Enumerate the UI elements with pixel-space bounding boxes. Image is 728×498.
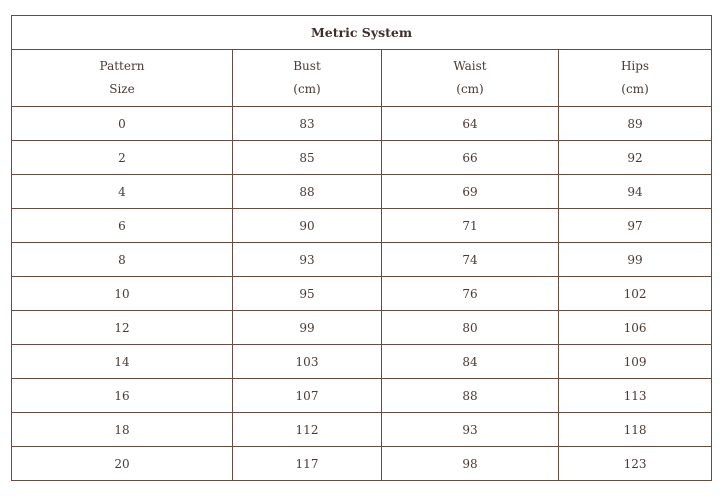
hips-cell: 106 (559, 311, 712, 345)
header-pattern-size-line1: Pattern (99, 59, 145, 73)
table-row (12, 311, 712, 345)
hips-cell: 118 (559, 413, 712, 447)
header-pattern-size (12, 50, 233, 107)
bust-cell: 85 (233, 141, 382, 175)
bust-cell: 88 (233, 175, 382, 209)
waist-cell: 80 (382, 311, 559, 345)
waist-cell: 71 (382, 209, 559, 243)
waist-cell: 64 (382, 107, 559, 141)
pattern-size-cell: 8 (12, 243, 233, 277)
hips-cell: 89 (559, 107, 712, 141)
bust-cell: 93 (233, 243, 382, 277)
hips-cell: 94 (559, 175, 712, 209)
waist-cell: 93 (382, 413, 559, 447)
waist-cell: 66 (382, 141, 559, 175)
table-row (12, 379, 712, 413)
pattern-size-cell: 4 (12, 175, 233, 209)
table-row (12, 413, 712, 447)
hips-cell: 92 (559, 141, 712, 175)
bust-cell: 103 (233, 345, 382, 379)
waist-cell: 98 (382, 447, 559, 481)
pattern-size-cell: 2 (12, 141, 233, 175)
bust-cell: 107 (233, 379, 382, 413)
hips-cell: 97 (559, 209, 712, 243)
header-bust (233, 50, 382, 107)
table-row (12, 175, 712, 209)
pattern-size-cell: 12 (12, 311, 233, 345)
table-row (12, 141, 712, 175)
hips-cell: 99 (559, 243, 712, 277)
table-row (12, 277, 712, 311)
waist-cell: 76 (382, 277, 559, 311)
header-pattern-size-line2: Size (109, 82, 135, 96)
table-row (12, 107, 712, 141)
waist-cell: 74 (382, 243, 559, 277)
table-header-row (12, 50, 712, 107)
header-hips-line1: Hips (620, 59, 650, 73)
bust-cell: 90 (233, 209, 382, 243)
table-row (12, 447, 712, 481)
pattern-size-cell: 0 (12, 107, 233, 141)
waist-cell: 84 (382, 345, 559, 379)
metric-size-table (11, 15, 712, 481)
waist-cell: 69 (382, 175, 559, 209)
header-hips-line2: (cm) (621, 82, 649, 96)
bust-cell: 83 (233, 107, 382, 141)
header-waist-line1: Waist (453, 59, 487, 73)
hips-cell: 102 (559, 277, 712, 311)
pattern-size-cell: 18 (12, 413, 233, 447)
bust-cell: 95 (233, 277, 382, 311)
table-row (12, 209, 712, 243)
table-title: Metric System (12, 16, 712, 50)
table-title-row (12, 16, 712, 50)
pattern-size-cell: 16 (12, 379, 233, 413)
bust-cell: 99 (233, 311, 382, 345)
pattern-size-cell: 14 (12, 345, 233, 379)
hips-cell: 113 (559, 379, 712, 413)
pattern-size-cell: 6 (12, 209, 233, 243)
header-waist (382, 50, 559, 107)
table-row (12, 243, 712, 277)
table-row (12, 345, 712, 379)
header-hips (559, 50, 712, 107)
header-waist-line2: (cm) (456, 82, 484, 96)
bust-cell: 112 (233, 413, 382, 447)
hips-cell: 109 (559, 345, 712, 379)
hips-cell: 123 (559, 447, 712, 481)
header-bust-line1: Bust (293, 59, 321, 73)
waist-cell: 88 (382, 379, 559, 413)
bust-cell: 117 (233, 447, 382, 481)
header-bust-line2: (cm) (293, 82, 321, 96)
pattern-size-cell: 20 (12, 447, 233, 481)
table-body (12, 107, 712, 481)
pattern-size-cell: 10 (12, 277, 233, 311)
